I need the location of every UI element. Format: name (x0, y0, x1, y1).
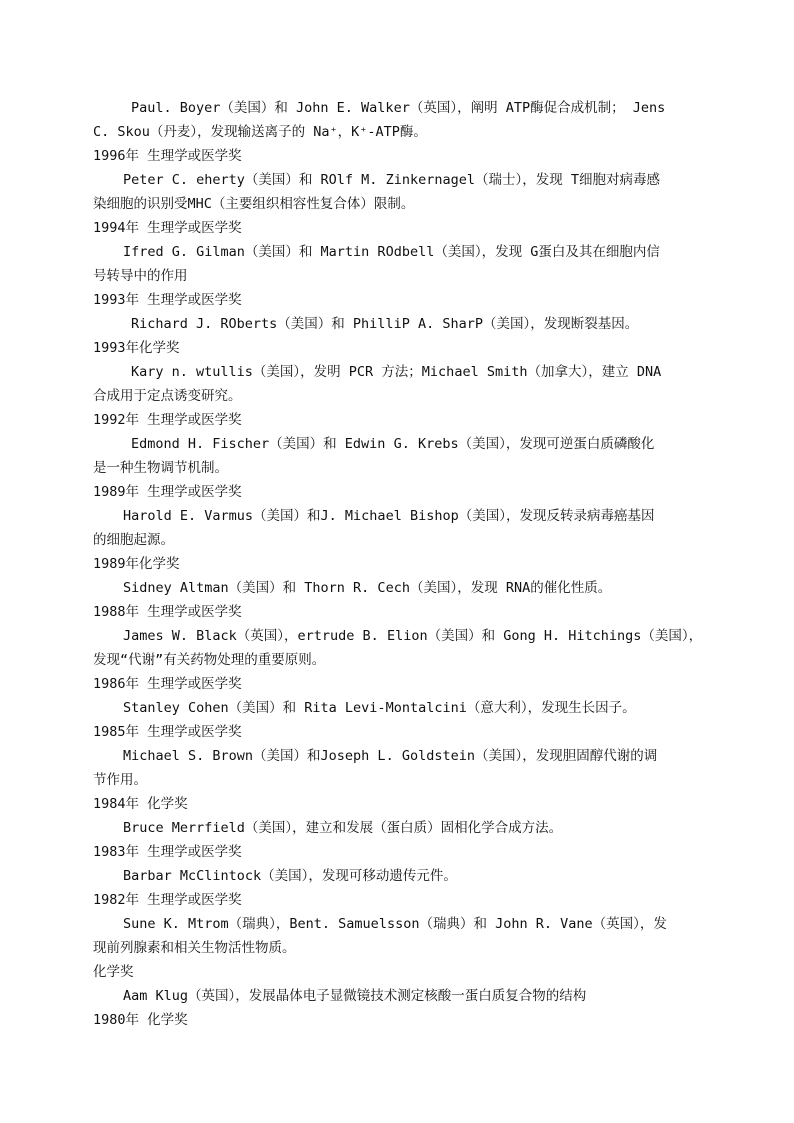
award-year-heading: 1996年 生理学或医学奖 (93, 148, 242, 164)
laureate-entry-continuation: 的细胞起源。 (93, 532, 174, 548)
award-year-heading: 1993年 生理学或医学奖 (93, 292, 242, 308)
award-year-heading: 1994年 生理学或医学奖 (93, 220, 242, 236)
laureate-entry-line: Michael S. Brown（美国）和Joseph L. Goldstein（美国），发现胆固醇代谢的调 (123, 748, 658, 764)
laureate-entry-continuation: 节作用。 (93, 772, 147, 788)
award-year-heading: 1984年 化学奖 (93, 796, 188, 812)
award-year-heading: 1992年 生理学或医学奖 (93, 412, 242, 428)
laureate-entry-line: Bruce Merrfield（美国），建立和发展（蛋白质）固相化学合成方法。 (123, 820, 563, 836)
laureate-entry-continuation: 发现“代谢”有关药物处理的重要原则。 (93, 652, 326, 668)
laureate-entry-line: Stanley Cohen（美国）和 Rita Levi-Montalcini（意大利），发现生长因子。 (123, 700, 636, 716)
laureate-entry-continuation: 号转导中的作用 (93, 268, 188, 284)
laureate-entry-line: Ifred G. Gilman（美国）和 Martin ROdbell（美国），发现 G蛋白及其在细胞内信 (123, 244, 660, 260)
laureate-entry-line: Barbar McClintock（美国），发现可移动遗传元件。 (123, 868, 457, 884)
laureate-entry-line: Edmond H. Fischer（美国）和 Edwin G. Krebs（美国），发现可逆蛋白质磷酸化 (131, 436, 655, 452)
laureate-entry-continuation: 合成用于定点诱变研究。 (93, 388, 242, 404)
laureate-entry-line: Aam Klug（英国），发展晶体电子显微镜技术测定核酸一蛋白质复合物的结构 (123, 988, 587, 1004)
laureate-entry-line: Sune K. Mtrom（瑞典），Bent. Samuelsson（瑞典）和 John R. Vane（英国），发 (123, 916, 667, 932)
laureate-entry-continuation: C. Skou（丹麦），发现输送离子的 Na⁺，K⁺-ATP酶。 (93, 124, 427, 140)
award-year-heading: 1986年 生理学或医学奖 (93, 676, 242, 692)
award-year-heading: 1988年 生理学或医学奖 (93, 604, 242, 620)
laureate-entry-line: Harold E. Varmus（美国）和J. Michael Bishop（美国），发现反转录病毒癌基因 (123, 508, 655, 524)
award-year-heading: 1989年 生理学或医学奖 (93, 484, 242, 500)
award-year-heading: 1989年化学奖 (93, 556, 180, 572)
laureate-entry-line: Sidney Altman（美国）和 Thorn R. Cech（美国），发现 RNA的催化性质。 (123, 580, 612, 596)
award-year-heading: 1983年 生理学或医学奖 (93, 844, 242, 860)
laureate-entry-line: Peter C. eherty（美国）和 ROlf M. Zinkernagel（瑞士），发现 T细胞对病毒感 (123, 172, 660, 188)
laureate-entry-continuation: 是一种生物调节机制。 (93, 460, 228, 476)
laureate-entry-continuation: 染细胞的识别受MHC（主要组织相容性复合体）限制。 (93, 196, 415, 212)
laureate-entry-line: Kary n. wtullis（美国），发明 PCR 方法；Michael Smith（加拿大），建立 DNA (131, 364, 662, 380)
award-year-heading: 1980年 化学奖 (93, 1012, 188, 1028)
laureate-entry-line: Paul. Boyer（美国）和 John E. Walker（英国），阐明 ATP酶促合成机制； Jens (131, 100, 666, 116)
laureate-entry-line: Richard J. ROberts（美国）和 PhilliP A. SharP（美国），发现断裂基因。 (131, 316, 639, 332)
document-body (93, 96, 705, 1032)
laureate-entry-line: James W. Black（英国），ertrude B. Elion（美国）和 Gong H. Hitchings（美国）， (123, 628, 703, 644)
award-year-heading: 1982年 生理学或医学奖 (93, 892, 242, 908)
award-year-heading: 1985年 生理学或医学奖 (93, 724, 242, 740)
award-year-heading: 1993年化学奖 (93, 340, 180, 356)
laureate-entry-continuation: 现前列腺素和相关生物活性物质。 (93, 940, 296, 956)
award-year-heading: 化学奖 (93, 964, 134, 980)
